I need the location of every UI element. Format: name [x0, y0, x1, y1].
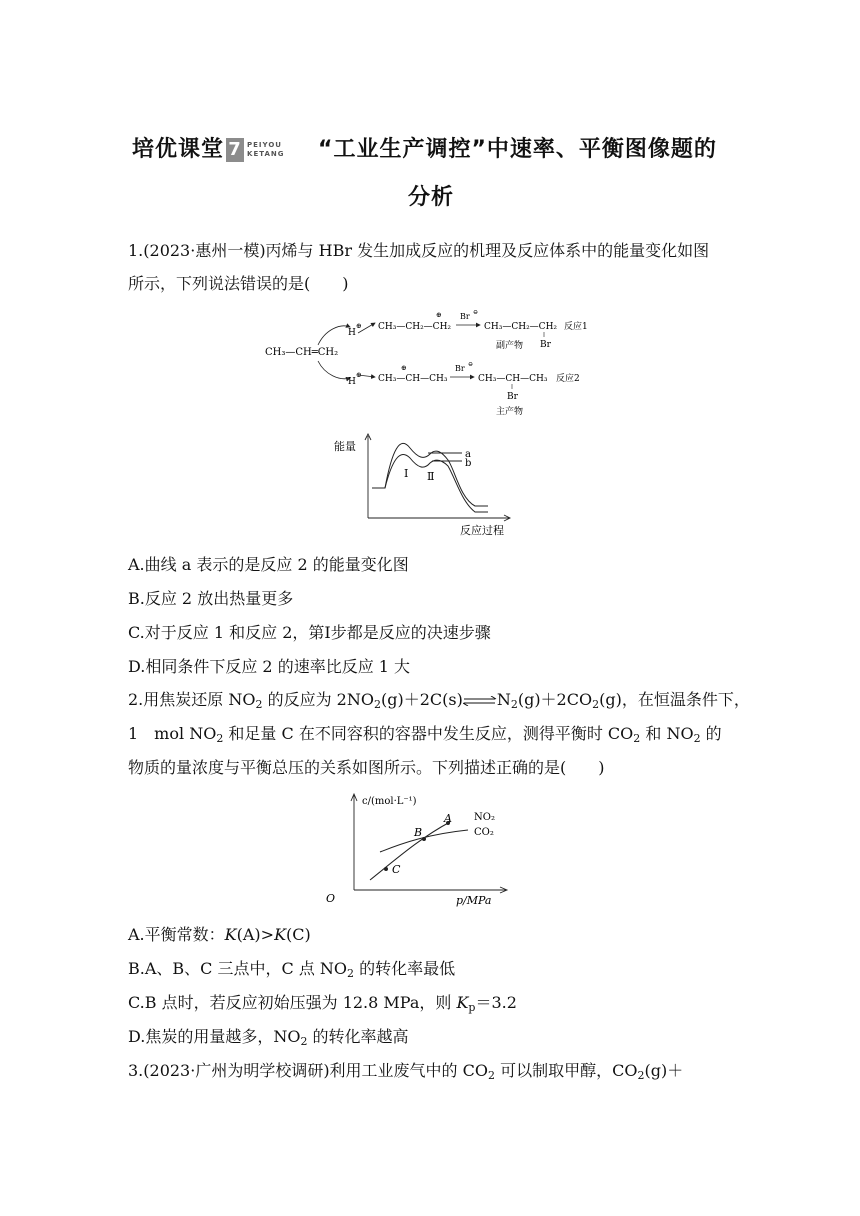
energy-xlabel: 反应过程	[460, 524, 504, 537]
mech-br-2: Br	[455, 364, 465, 373]
energy-step1: Ⅰ	[404, 467, 409, 480]
mech-inter2-plus: ⊕	[401, 364, 407, 372]
mech-reactant: CH₃—CH═CH₂	[265, 347, 339, 358]
q2-option-d: D.焦炭的用量越多，$NO_2$ 的转化率越高	[128, 1027, 409, 1048]
chart-ylabel: c/(mol·L⁻¹)	[362, 796, 417, 807]
q3-line1: 3.(2023·广州为明学校调研)利用工业废气中的 $CO_2$ 可以制取甲醇，$CO_2(g)+$	[128, 1061, 684, 1082]
mech-prod1-br: Br	[540, 340, 551, 350]
mech-minus-2: ⊖	[468, 361, 474, 368]
mech-h-plus-1: H	[348, 328, 356, 338]
mech-plus-2: ⊕	[356, 371, 362, 379]
mech-h-plus-2: H	[348, 377, 356, 387]
mech-inter2: CH₃—CH—CH₃	[378, 374, 448, 384]
energy-diagram	[330, 430, 530, 542]
badge-en: PEIYOU KETANG	[247, 141, 285, 158]
q2-option-c: C.B 点时，若反应初始压强为 12.8 MPa，则 $K_p=3.2$	[128, 993, 517, 1014]
q1-option-a: A.曲线 a 表示的是反应 2 的能量变化图	[128, 555, 409, 574]
energy-step2: Ⅱ	[427, 470, 435, 483]
point-b	[422, 837, 426, 841]
mech-label1: 反应1	[564, 322, 588, 332]
mech-prod2-br: Br	[507, 392, 518, 402]
pressure-chart	[320, 790, 520, 910]
title-left: 培优课堂	[132, 137, 225, 162]
title-line2: 分析	[408, 185, 455, 210]
chart-xlabel: p/MPa	[456, 894, 492, 907]
page-title	[132, 132, 284, 163]
label-point-a: A	[444, 812, 452, 825]
q2-line3: 物质的量浓度与平衡总压的关系如图所示。下列描述正确的是( )	[128, 758, 605, 777]
mech-br-1: Br	[460, 312, 470, 321]
mech-inter1-plus: ⊕	[436, 311, 442, 319]
mech-prod2: CH₃—CH—CH₃	[478, 374, 548, 384]
title-right: “工业生产调控”中速率、平衡图像题的	[318, 137, 717, 162]
label-series-1: NO₂	[474, 812, 495, 823]
mech-main-product: 主产物	[496, 407, 524, 417]
mech-plus-1: ⊕	[356, 322, 362, 330]
q1-option-b: B.反应 2 放出热量更多	[128, 589, 294, 608]
mech-by-product: 副产物	[496, 341, 524, 351]
label-point-b: B	[414, 826, 423, 839]
label-series-2: CO₂	[474, 827, 494, 838]
q1-option-c: C.对于反应 1 和反应 2，第Ⅰ步都是反应的决速步骤	[128, 623, 491, 642]
mech-inter1: CH₃—CH₂—CH₂	[378, 322, 452, 332]
mech-prod1: CH₃—CH₂—CH₂	[484, 322, 558, 332]
energy-label-a: a	[465, 449, 471, 460]
q1-line1: 1.(2023·惠州一模)丙烯与 HBr 发生加成反应的机理及反应体系中的能量变化如图	[128, 241, 710, 260]
q2-line2: 1 mol $NO_2$ 和足量 C 在不同容积的容器中发生反应，测得平衡时 $CO_2$ 和 $NO_2$ 的	[128, 724, 722, 745]
badge-number: 7	[226, 138, 244, 162]
q2-line1: 2.用焦炭还原 $NO_2$ 的反应为 $2NO_2(g)+2C(s)$ $N_2(g)+2CO_2(g)$，在恒温条件下，	[128, 690, 750, 711]
chart-origin: O	[326, 892, 336, 905]
mechanism-figure	[260, 305, 620, 420]
mech-minus-1: ⊖	[473, 309, 479, 316]
q1-line2: 所示，下列说法错误的是( )	[128, 274, 349, 293]
q1-option-d: D.相同条件下反应 2 的速率比反应 1 大	[128, 657, 411, 676]
energy-label-b: b	[465, 458, 472, 469]
equilibrium-arrow	[463, 696, 497, 706]
q2-option-a: A.平衡常数：K(A)>K(C)	[128, 925, 311, 944]
label-point-c: C	[392, 863, 401, 876]
energy-ylabel: 能量	[334, 440, 356, 453]
mech-label2: 反应2	[556, 374, 580, 384]
point-c	[384, 867, 388, 871]
q2-option-b: B.A、B、C 三点中，C 点 $NO_2$ 的转化率最低	[128, 959, 456, 980]
